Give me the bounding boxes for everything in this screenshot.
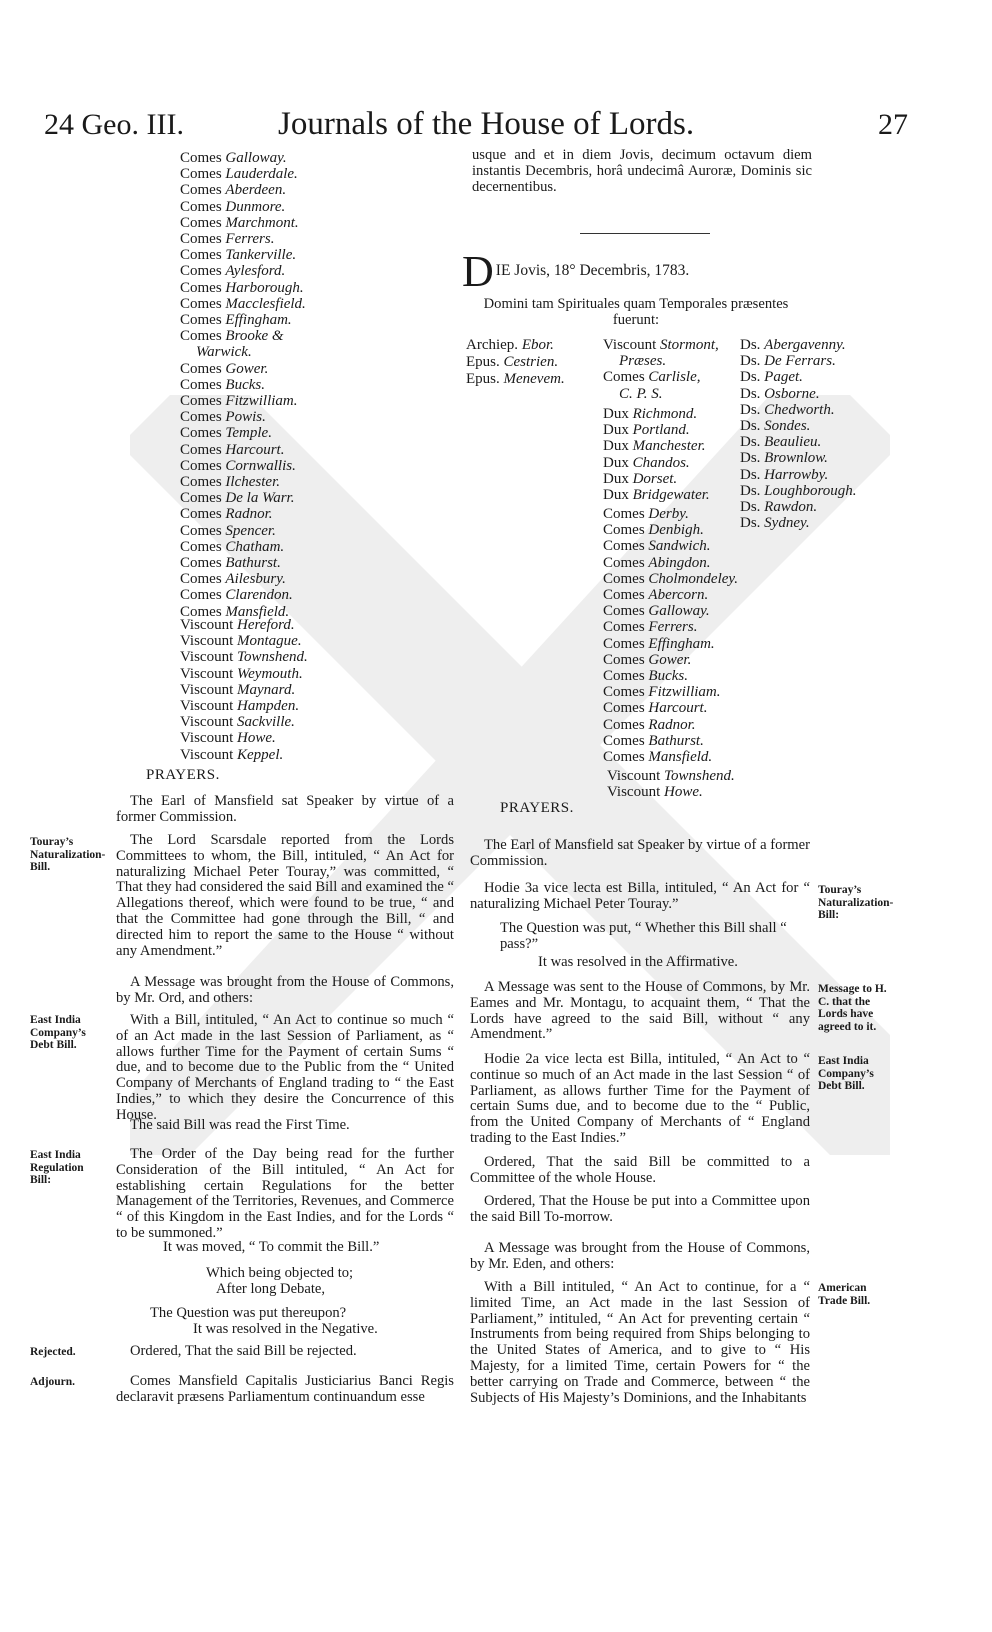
peer-name: Fitzwilliam.: [648, 684, 721, 701]
peer-entry: [603, 522, 753, 538]
peer-title: Comes: [180, 457, 222, 474]
peer-name: Galloway.: [648, 603, 710, 620]
peer-entry: [180, 361, 450, 377]
peer-title: Dux: [603, 406, 629, 422]
peer-title: Comes: [180, 150, 222, 166]
peer-title: Comes: [180, 587, 222, 604]
peer-name: Montague.: [237, 633, 302, 650]
peer-title: Ds.: [740, 482, 761, 499]
peer-name: Tankerville.: [225, 247, 297, 264]
peer-name: Mansfield.: [225, 603, 290, 620]
peer-name: Mansfield.: [648, 749, 713, 766]
peer-entry: [180, 296, 450, 312]
peer-title: Comes: [180, 263, 222, 280]
peer-name: Abergavenny.: [764, 337, 846, 353]
peer-name: Harcourt.: [648, 700, 708, 717]
peer-entry: [180, 747, 450, 763]
peer-entry: [466, 354, 596, 370]
peer-entry: [180, 312, 450, 328]
peer-name: Howe.: [237, 730, 276, 747]
ordered-committed: Ordered, That the said Bill be committed to a Committee of the whole House.: [470, 1154, 810, 1186]
peer-title: Viscount: [180, 714, 234, 731]
margin-adjourn: Adjourn.: [30, 1376, 76, 1388]
peer-name: Temple.: [225, 425, 272, 442]
peer-title: Comes: [180, 425, 222, 442]
peer-title: Comes: [603, 700, 645, 717]
peer-name: Menevem.: [503, 371, 565, 388]
peer-entry: [180, 182, 450, 198]
peer-name: Ferrers.: [225, 231, 275, 248]
peer-name: Manchester.: [632, 438, 706, 455]
peer-entry: [740, 418, 870, 434]
peer-entry: [740, 483, 870, 499]
peer-entry: [180, 150, 450, 166]
page-number: 27: [878, 108, 908, 141]
resolved-affirmative: It was resolved in the Affirmative.: [538, 954, 738, 970]
question-put-left: The Question was put thereupon?: [150, 1305, 347, 1321]
peer-title: Comes: [180, 474, 222, 491]
peer-entry: [180, 730, 450, 746]
peer-name: Aylesford.: [225, 263, 286, 280]
barons-list: [740, 337, 870, 531]
peer-title: Ds.: [740, 434, 761, 451]
peer-entry: [603, 555, 753, 571]
peer-title: Ds.: [740, 369, 761, 386]
speaker-right: The Earl of Mansfield sat Speaker by virtue of a former Commission.: [470, 837, 810, 869]
peer-entry: [180, 682, 450, 698]
page-title: Journals of the House of Lords.: [278, 106, 695, 142]
peer-title: Comes: [603, 668, 645, 685]
peer-name: Fitzwilliam.: [225, 393, 298, 410]
peer-title: Comes: [603, 684, 645, 701]
peer-name: Abercorn.: [648, 587, 709, 604]
peer-entry: [180, 506, 450, 522]
peer-name: De la Warr.: [225, 490, 295, 507]
peer-entry: [180, 698, 450, 714]
peer-title: Epus.: [466, 371, 500, 388]
peer-title: Ds.: [740, 499, 761, 516]
adjourn-latin: Comes Mansfield Capitalis Justiciarius Banci Regis declaravit præsens Parliamentum continuandum esse: [116, 1373, 454, 1405]
peer-name: Cholmondeley.: [648, 570, 738, 587]
peer-name: Marchmont.: [225, 214, 299, 231]
peer-name: Bucks.: [225, 376, 265, 393]
peer-entry: [180, 328, 450, 344]
peer-name: Hampden.: [237, 698, 300, 715]
peer-name: Cornwallis.: [225, 457, 296, 474]
scarsdale-report: The Lord Scarsdale reported from the Lords Committees to whom, the Bill, intituled, “ An Act for naturalizing Michael Peter Touray,” was committed, “ That they had considered the said Bill and examined the “ Allegations thereof, which were found to be true, “ and that the Committee had gone through the Bill, “ and directed him to report the same to the House “ without any Amendment.”: [116, 832, 454, 959]
peer-entry: [180, 199, 450, 215]
peer-name: Chedworth.: [764, 401, 835, 418]
peer-title: Viscount: [607, 768, 661, 784]
peer-entry: [180, 425, 450, 441]
peer-name: Ilchester.: [225, 474, 280, 491]
peer-name: Derby.: [648, 506, 689, 522]
peer-entry: [180, 523, 450, 539]
peer-title: Comes: [603, 635, 645, 652]
peer-name: Chatham.: [225, 538, 285, 555]
peer-name: Bathurst.: [648, 732, 704, 749]
date-text: IE Jovis, 18° Decembris, 1783.: [495, 262, 690, 279]
margin-touray-left: Touray’s Naturalization-Bill.: [30, 836, 106, 873]
margin-message-hc: Message to H. C. that the Lords have agreed to it.: [818, 983, 887, 1033]
peer-entry: [180, 649, 450, 665]
peer-title: Comes: [180, 538, 222, 555]
peer-entry: [740, 402, 870, 418]
peer-name: Powis.: [225, 409, 266, 426]
peer-title: Comes: [180, 295, 222, 312]
peer-title: Comes: [180, 409, 222, 426]
peer-name: Loughborough.: [764, 482, 857, 499]
peer-title: Comes: [180, 247, 222, 264]
peer-title: Comes: [603, 369, 645, 386]
peer-entry: [603, 487, 743, 503]
peer-title: Dux: [603, 422, 629, 439]
peer-title: Comes: [180, 393, 222, 410]
peer-title: Comes: [180, 603, 222, 620]
peer-title: Comes: [180, 506, 222, 523]
peer-entry: [180, 474, 450, 490]
peer-name: Brooke &: [225, 328, 284, 345]
peer-entry: [603, 603, 753, 619]
peer-name: Gower.: [648, 651, 692, 668]
american-trade-bill-text: With a Bill intituled, “ An Act to continue, for a “ limited Time, an Act made in the last Session of Parliament,” intituled, “ An Act for preventing certain “ Instruments from being required from Ships belonging to the United States of America, and to give to “ His Majesty, for a limited Time, certain Powers for “ the better carrying on Trade and Commerce, between “ the Subjects of His Majesty’s Dominions, and the Inhabitants: [470, 1279, 810, 1406]
regulation-order: The Order of the Day being read for the further Consideration of the Bill intituled, “ An Act for establishing certain Regulations for the better Management of the Territories, Revenues, and Commerce “ of this Kingdom in the East Indies, and for the Lords “ to be summoned.”: [116, 1146, 454, 1241]
peer-entry: [180, 617, 450, 633]
peer-entry: [603, 337, 743, 353]
peer-name: Præses.: [619, 353, 667, 370]
peer-title: Comes: [180, 360, 222, 377]
margin-regulation: East India Regulation Bill:: [30, 1149, 84, 1186]
peer-title: Comes: [603, 570, 645, 587]
message-eden: A Message was brought from the House of Commons, by Mr. Eden, and others:: [470, 1240, 810, 1272]
lords-present: Domini tam Spirituales quam Temporales præsentes fuerunt:: [483, 296, 789, 328]
peer-entry: [603, 636, 753, 652]
peer-title: Viscount: [180, 617, 234, 633]
peer-entry: [180, 166, 450, 182]
right-dukes-list: [603, 406, 743, 503]
peer-title: Ds.: [740, 385, 761, 402]
prayers-heading-left: PRAYERS.: [146, 767, 220, 783]
peer-entry: [180, 231, 450, 247]
peer-entry: [740, 386, 870, 402]
left-viscount-list: [180, 617, 450, 763]
margin-rejected: Rejected.: [30, 1346, 76, 1358]
peer-name: C. P. S.: [619, 385, 663, 402]
peer-entry: [180, 442, 450, 458]
peer-title: Viscount: [180, 649, 234, 666]
peer-name: Aberdeen.: [225, 182, 287, 199]
peer-name: Ferrers.: [648, 619, 698, 636]
right-earls-list: [603, 506, 753, 765]
peer-name: Harborough.: [225, 279, 304, 296]
peer-entry: [180, 666, 450, 682]
peer-title: Dux: [603, 438, 629, 455]
peer-entry: [603, 652, 753, 668]
first-time: The said Bill was read the First Time.: [130, 1117, 350, 1133]
peer-name: Portland.: [632, 422, 690, 439]
peer-name: Effingham.: [225, 312, 292, 329]
left-peer-list: [180, 150, 450, 620]
peer-name: Gower.: [225, 360, 269, 377]
peer-title: Comes: [180, 312, 222, 329]
peer-entry: [740, 337, 870, 353]
peer-name: Galloway.: [225, 150, 287, 166]
peer-entry: [740, 499, 870, 515]
peer-entry: [603, 506, 753, 522]
peer-title: Dux: [603, 470, 629, 487]
peer-title: Ds.: [740, 401, 761, 418]
peer-name: De Ferrars.: [764, 353, 836, 370]
peer-name: Osborne.: [764, 385, 820, 402]
peer-title: Comes: [180, 182, 222, 199]
east-india-debt-bill-text: With a Bill, intituled, “ An Act to continue so much “ of an Act made in the last Session of Parliament, as “ allows further Time for the Payment of certain Sums “ due, and to become due to the Public from the “ United Company of Merchants of England trading to “ the East Indies,” to which they desire the Concurrence of this House.: [116, 1012, 454, 1123]
third-reading: Hodie 3a vice lecta est Billa, intituled, “ An Act for “ naturalizing Michael Peter Touray.”: [470, 880, 810, 912]
peer-title: Comes: [603, 522, 645, 539]
right-viscounts-list: [607, 768, 757, 800]
peer-entry: [180, 215, 450, 231]
peer-name: Beaulieu.: [764, 434, 822, 451]
peer-name: Hereford.: [237, 617, 295, 633]
peer-entry: [180, 409, 450, 425]
peer-entry: [603, 353, 743, 369]
peer-name: Bathurst.: [225, 555, 281, 572]
speaker-left: The Earl of Mansfield sat Speaker by virtue of a former Commission.: [116, 793, 454, 825]
peer-title: Archiep.: [466, 337, 519, 353]
second-reading: Hodie 2a vice lecta est Billa, intituled, “ An Act to “ continue so much of an Act made in the last Session “ of Parliament, as allows further Time for the Payment of certain Sums due, and to become due to the “ Public, from the United Company of Merchants of “ England trading to the East Indies.”: [470, 1051, 810, 1146]
peer-title: Comes: [603, 506, 645, 522]
peer-name: Abingdon.: [648, 554, 711, 571]
peer-entry: [603, 369, 743, 385]
peer-name: Cestrien.: [503, 354, 559, 371]
peer-entry: [607, 784, 757, 800]
peer-title: Comes: [603, 538, 645, 555]
peer-title: Comes: [603, 603, 645, 620]
peer-title: Viscount: [180, 633, 234, 650]
peer-entry: [603, 587, 753, 603]
peer-entry: [603, 471, 743, 487]
peer-entry: [466, 371, 596, 387]
peer-entry: [740, 467, 870, 483]
peer-name: Radnor.: [648, 716, 696, 733]
right-president-list: [603, 337, 743, 402]
ordered-committee-tomorrow: Ordered, That the House be put into a Committee upon the said Bill To-morrow.: [470, 1193, 810, 1225]
moved: It was moved, “ To commit the Bill.”: [163, 1239, 380, 1255]
peer-name: Dunmore.: [225, 198, 286, 215]
peer-title: Viscount: [180, 746, 234, 763]
peer-title: Comes: [180, 490, 222, 507]
peer-name: Sondes.: [764, 418, 811, 435]
right-top-continuation: usque and et in diem Jovis, decimum octavum diem instantis Decembris, horâ undecimâ Auroræ, Dominis sic decernentibus.: [472, 147, 812, 195]
peer-title: Comes: [180, 279, 222, 296]
peer-title: Viscount: [603, 337, 657, 353]
peer-entry: [180, 344, 450, 360]
peer-name: Macclesfield.: [225, 295, 306, 312]
peer-name: Warwick.: [196, 344, 252, 361]
peer-title: Ds.: [740, 450, 761, 467]
peer-entry: [740, 515, 870, 531]
peer-title: Comes: [603, 732, 645, 749]
margin-east-india-debt-left: East India Company’s Debt Bill.: [30, 1014, 86, 1051]
peer-entry: [180, 571, 450, 587]
question-put-right: The Question was put, “ Whether this Bill shall “ pass?”: [500, 920, 787, 952]
peer-entry: [740, 434, 870, 450]
peer-entry: [180, 280, 450, 296]
peer-title: Viscount: [607, 784, 661, 801]
section-rule: [580, 233, 710, 234]
peer-entry: [603, 700, 753, 716]
peer-entry: [180, 633, 450, 649]
peer-entry: [603, 684, 753, 700]
peer-name: Dorset.: [632, 470, 678, 487]
peer-title: Comes: [180, 571, 222, 588]
peer-title: Comes: [603, 716, 645, 733]
peer-name: Keppel.: [237, 746, 284, 763]
peer-entry: [603, 406, 743, 422]
debate: After long Debate,: [216, 1281, 326, 1297]
message-sent: A Message was sent to the House of Commons, by Mr. Eames and Mr. Montagu, to acquaint them, “ That the Lords have agreed to the said Bill, without “ any Amendment.”: [470, 979, 810, 1043]
bishops-list: [466, 337, 596, 389]
peer-entry: [180, 490, 450, 506]
peer-entry: [603, 571, 753, 587]
peer-entry: [603, 749, 753, 765]
peer-entry: [603, 717, 753, 733]
peer-name: Effingham.: [648, 635, 715, 652]
peer-title: Ds.: [740, 353, 761, 370]
peer-title: Epus.: [466, 354, 500, 371]
peer-entry: [740, 353, 870, 369]
peer-title: Comes: [180, 328, 222, 345]
objected: Which being objected to;: [206, 1265, 354, 1281]
peer-name: Richmond.: [632, 406, 698, 422]
peer-title: Comes: [180, 555, 222, 572]
peer-entry: [180, 247, 450, 263]
peer-name: Lauderdale.: [225, 166, 298, 183]
peer-entry: [180, 458, 450, 474]
peer-name: Townshend.: [664, 768, 735, 784]
peer-entry: [603, 619, 753, 635]
margin-american-trade: American Trade Bill.: [818, 1282, 871, 1307]
peer-entry: [603, 538, 753, 554]
peer-title: Comes: [180, 522, 222, 539]
peer-title: Comes: [180, 441, 222, 458]
peer-title: Viscount: [180, 665, 234, 682]
peer-title: Dux: [603, 454, 629, 471]
message-ord: A Message was brought from the House of Commons, by Mr. Ord, and others:: [116, 974, 454, 1006]
peer-name: Denbigh.: [648, 522, 704, 539]
peer-title: Comes: [603, 587, 645, 604]
peer-title: Viscount: [180, 681, 234, 698]
peer-title: Comes: [603, 651, 645, 668]
peer-title: Ds.: [740, 466, 761, 483]
peer-entry: [740, 369, 870, 385]
peer-name: Stormont,: [660, 337, 719, 353]
peer-entry: [466, 337, 596, 353]
peer-entry: [603, 386, 743, 402]
peer-title: Comes: [180, 231, 222, 248]
peer-name: Radnor.: [225, 506, 273, 523]
peer-name: Harcourt.: [225, 441, 285, 458]
peer-name: Harrowby.: [764, 466, 829, 483]
peer-title: Viscount: [180, 698, 234, 715]
peer-name: Howe.: [664, 784, 703, 801]
peer-entry: [607, 768, 757, 784]
peer-entry: [180, 587, 450, 603]
peer-name: Townshend.: [237, 649, 308, 666]
header-regnal-year: 24 Geo. III.: [44, 108, 184, 141]
date-line: [462, 247, 822, 296]
peer-name: Weymouth.: [237, 665, 303, 682]
peer-entry: [603, 733, 753, 749]
peer-entry: [180, 555, 450, 571]
peer-entry: [740, 450, 870, 466]
peer-title: Comes: [180, 166, 222, 183]
peer-entry: [603, 668, 753, 684]
margin-touray-right: Touray’s Naturalization-Bill:: [818, 884, 894, 921]
peer-name: Bucks.: [648, 668, 688, 685]
peer-entry: [180, 393, 450, 409]
peer-title: Comes: [603, 619, 645, 636]
peer-name: Spencer.: [225, 522, 276, 539]
peer-title: Comes: [603, 554, 645, 571]
margin-east-india-right: East India Company’s Debt Bill.: [818, 1055, 874, 1092]
drop-cap: D: [462, 247, 494, 296]
peer-name: Rawdon.: [764, 499, 818, 516]
peer-name: Carlisle,: [648, 369, 701, 386]
peer-title: Ds.: [740, 337, 761, 353]
peer-name: Chandos.: [632, 454, 690, 471]
peer-name: Brownlow.: [764, 450, 828, 467]
peer-name: Sackville.: [237, 714, 295, 731]
peer-name: Sydney.: [764, 515, 810, 532]
peer-title: Dux: [603, 487, 629, 504]
peer-entry: [603, 455, 743, 471]
peer-title: Ds.: [740, 418, 761, 435]
peer-entry: [603, 422, 743, 438]
peer-entry: [180, 714, 450, 730]
peer-name: Bridgewater.: [632, 487, 710, 504]
peer-name: Clarendon.: [225, 587, 293, 604]
peer-name: Ailesbury.: [225, 571, 286, 588]
peer-name: Paget.: [764, 369, 803, 386]
prayers-heading-right: PRAYERS.: [500, 800, 574, 816]
peer-name: Maynard.: [237, 681, 296, 698]
peer-title: Comes: [180, 214, 222, 231]
peer-title: Comes: [180, 376, 222, 393]
peer-title: Ds.: [740, 515, 761, 532]
peer-entry: [180, 377, 450, 393]
peer-entry: [180, 263, 450, 279]
peer-entry: [180, 539, 450, 555]
resolved-negative: It was resolved in the Negative.: [193, 1321, 378, 1337]
peer-title: Viscount: [180, 730, 234, 747]
peer-name: Ebor.: [521, 337, 554, 353]
peer-title: Comes: [180, 198, 222, 215]
peer-name: Sandwich.: [648, 538, 711, 555]
ordered-rejected: Ordered, That the said Bill be rejected.: [130, 1343, 357, 1359]
peer-title: Comes: [603, 749, 645, 766]
peer-entry: [603, 438, 743, 454]
